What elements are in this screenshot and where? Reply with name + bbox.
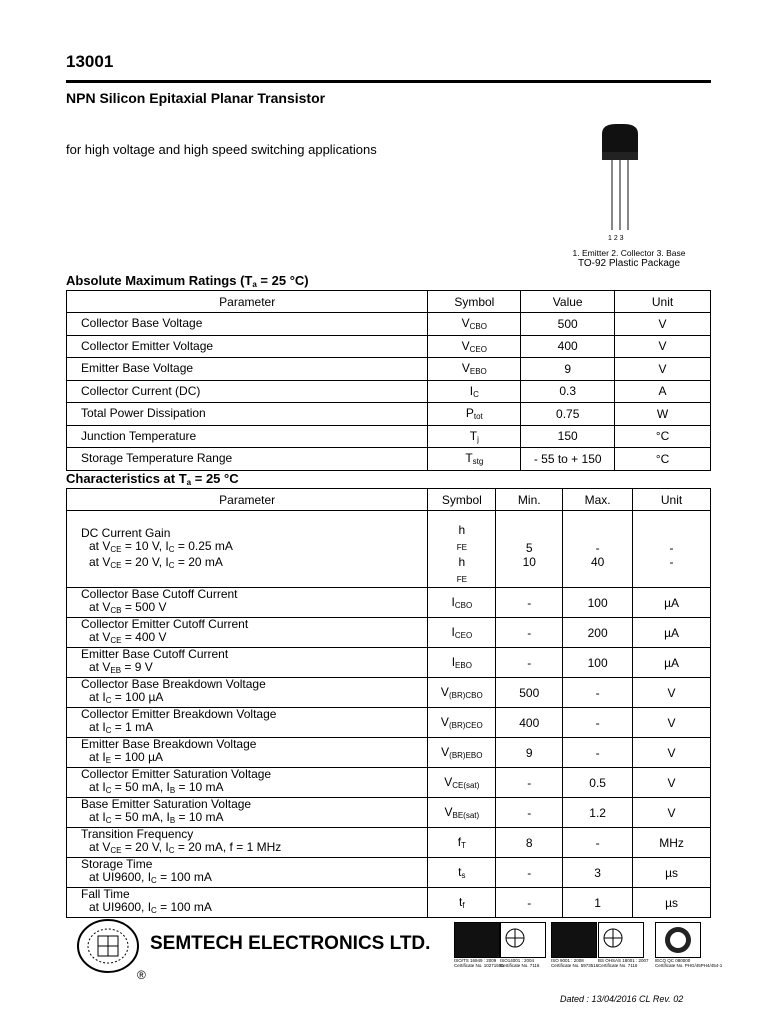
table-row <box>67 313 711 336</box>
symbol-cell: $V_{BE(sat)}$ <box>428 798 496 828</box>
unit-cell: A <box>615 380 711 403</box>
value-cell: 400 <box>521 335 615 358</box>
col-header: Symbol <box>428 489 496 511</box>
cert-logo <box>551 922 597 958</box>
condition: at UI9600, $I_C = 100$ mA <box>89 900 212 915</box>
max-cell: 0.5 <box>563 768 633 798</box>
value-cell: 150 <box>521 425 615 448</box>
value-cell: - 55 to + 150 <box>521 448 615 471</box>
condition: at $V_{CB} = 500$ V <box>89 600 167 615</box>
characteristics-title: Characteristics at $T_a = 25$ °C <box>66 471 239 487</box>
min-cell: 5 10 <box>496 511 563 588</box>
unit-cell: V <box>633 708 711 738</box>
min-cell: - <box>496 768 563 798</box>
unit-cell: V <box>633 768 711 798</box>
package-name: TO-92 Plastic Package <box>577 258 681 269</box>
unit-cell: µs <box>633 858 711 888</box>
min-cell: 9 <box>496 738 563 768</box>
symbol-cell: $V_{CE(sat)}$ <box>428 768 496 798</box>
condition: at $V_{CE} = 400$ V <box>89 630 167 645</box>
table-row <box>67 738 711 768</box>
value-cell: 0.3 <box>521 380 615 403</box>
symbol-cell: $t_s$ <box>428 858 496 888</box>
param-cell: Collector Current (DC) <box>67 380 428 403</box>
table-row <box>67 511 711 588</box>
absolute-max-ratings-table <box>66 290 711 471</box>
table-row <box>67 678 711 708</box>
max-cell: 100 <box>563 648 633 678</box>
symbol-cell: $P_{tot}$ <box>428 403 521 426</box>
condition: at $V_{CE} = 10$ V, $I_C = 0.25$ mA <box>89 538 233 554</box>
unit-cell: µA <box>633 648 711 678</box>
unit-cell: MHz <box>633 828 711 858</box>
param-cell: Fall Time at UI9600, $I_C = 100$ mA <box>67 888 428 918</box>
unit-cell: µA <box>633 618 711 648</box>
table-row <box>67 618 711 648</box>
col-header: Symbol <box>428 291 521 313</box>
param-cell: Collector Base Voltage <box>67 313 428 336</box>
company-name: SEMTECH ELECTRONICS LTD. <box>150 933 431 954</box>
pin-numbers: 1 2 3 <box>608 235 624 242</box>
max-cell: - <box>563 708 633 738</box>
param-cell: Collector Emitter Cutoff Current at $V_{CE} = 400$ V <box>67 618 428 648</box>
cert-badge: IECQ QC 080000 Certificate No. PHG/45PH4/454-1 <box>655 922 701 968</box>
symbol-cell: $V_{CBO}$ <box>428 313 521 336</box>
min-cell: - <box>496 798 563 828</box>
cert-badge: ISO/TS 16949 : 2009 Certificate No. 10271556 <box>454 922 500 968</box>
table-row <box>67 588 711 618</box>
unit-cell: V <box>633 738 711 768</box>
cert-badge: ISO 9001 : 2008 Certificate No. 5973516 <box>551 922 597 968</box>
value-cell: 0.75 <box>521 403 615 426</box>
col-header: Unit <box>615 291 711 313</box>
unit-cell: V <box>615 313 711 336</box>
table-row <box>67 798 711 828</box>
param-cell: Emitter Base Breakdown Voltage at $I_E = 100$ µA <box>67 738 428 768</box>
table-row <box>67 828 711 858</box>
condition: at $V_{EB} = 9$ V <box>89 660 153 675</box>
unit-cell: V <box>633 678 711 708</box>
max-cell: 1 <box>563 888 633 918</box>
min-cell: 8 <box>496 828 563 858</box>
revision-date: Dated : 13/04/2016 CL Rev. 02 <box>560 994 684 1004</box>
param-cell: Total Power Dissipation <box>67 403 428 426</box>
value-cell: 9 <box>521 358 615 381</box>
max-cell: - 40 <box>563 511 633 588</box>
symbol-cell: $f_T$ <box>428 828 496 858</box>
cert-logo <box>655 922 701 958</box>
symbol-cell: $T_{stg}$ <box>428 448 521 471</box>
table-row <box>67 648 711 678</box>
condition: at $V_{CE} = 20$ V, $I_C = 20$ mA, f = 1 MHz <box>89 840 282 855</box>
cert-badge: BS OHSAS 18001 : 2007 Certificate No. 7116 <box>598 922 644 968</box>
to92-package-image <box>594 122 646 242</box>
max-cell: - <box>563 738 633 768</box>
param-cell: Base Emitter Saturation Voltage at $I_C = 50$ mA, $I_B = 10$ mA <box>67 798 428 828</box>
unit-cell: V <box>615 335 711 358</box>
registered-mark: ® <box>137 968 146 982</box>
param-cell: Collector Emitter Breakdown Voltage at $I_C = 1$ mA <box>67 708 428 738</box>
min-cell: 500 <box>496 678 563 708</box>
symbol-cell: $I_{CBO}$ <box>428 588 496 618</box>
param-cell: Junction Temperature <box>67 425 428 448</box>
col-header: Max. <box>563 489 633 511</box>
unit-cell: - - <box>633 511 711 588</box>
table-row <box>67 448 711 471</box>
unit-cell: µs <box>633 888 711 918</box>
table-row <box>67 768 711 798</box>
col-header: Min. <box>496 489 563 511</box>
cert-logo <box>500 922 546 958</box>
value-cell: 500 <box>521 313 615 336</box>
max-cell: 3 <box>563 858 633 888</box>
table-row <box>67 403 711 426</box>
table-row <box>67 858 711 888</box>
min-cell: - <box>496 858 563 888</box>
symbol-cell: $V_{(BR)EBO}$ <box>428 738 496 768</box>
symbol-cell: $V_{(BR)CEO}$ <box>428 708 496 738</box>
table-header-row <box>67 489 711 511</box>
unit-cell: W <box>615 403 711 426</box>
table-row <box>67 425 711 448</box>
part-number: 13001 <box>66 52 114 71</box>
table-row <box>67 380 711 403</box>
condition: at $I_C = 50$ mA, $I_B = 10$ mA <box>89 810 224 825</box>
table-header-row <box>67 291 711 313</box>
max-cell: 100 <box>563 588 633 618</box>
table-row <box>67 358 711 381</box>
table-row <box>67 335 711 358</box>
param-cell: Collector Base Cutoff Current at $V_{CB} = 500$ V <box>67 588 428 618</box>
col-header: Parameter <box>67 489 428 511</box>
symbol-cell: $I_{EBO}$ <box>428 648 496 678</box>
col-header: Unit <box>633 489 711 511</box>
col-header: Value <box>521 291 615 313</box>
description: for high voltage and high speed switching applications <box>66 142 377 157</box>
unit-cell: °C <box>615 448 711 471</box>
amr-title: Absolute Maximum Ratings ($T_a = 25$ °C) <box>66 273 309 289</box>
param-cell: Transition Frequency at $V_{CE} = 20$ V, $I_C = 20$ mA, f = 1 MHz <box>67 828 428 858</box>
min-cell: - <box>496 888 563 918</box>
param-cell: Emitter Base Cutoff Current at $V_{EB} = 9$ V <box>67 648 428 678</box>
min-cell: - <box>496 618 563 648</box>
param-cell: Emitter Base Voltage <box>67 358 428 381</box>
table-row <box>67 708 711 738</box>
characteristics-table <box>66 488 711 918</box>
param-cell: Storage Temperature Range <box>67 448 428 471</box>
table-row <box>67 888 711 918</box>
cert-logo <box>598 922 644 958</box>
symbol-cell: $V_{EBO}$ <box>428 358 521 381</box>
max-cell: - <box>563 678 633 708</box>
condition: at $V_{CE} = 20$ V, $I_C = 20$ mA <box>89 554 223 570</box>
unit-cell: °C <box>615 425 711 448</box>
min-cell: - <box>496 588 563 618</box>
header-rule <box>66 80 711 83</box>
unit-cell: µA <box>633 588 711 618</box>
param-cell: DC Current Gain at $V_{CE} = 10$ V, $I_C = 0.25$ mA at $V_{CE} = 20$ V, $I_C = 20$ mA <box>67 511 428 588</box>
symbol-cell: $T_j$ <box>428 425 521 448</box>
cert-badge: ISO14001 : 2004 Certificate No. 7116 <box>500 922 546 968</box>
condition: at $I_C = 1$ mA <box>89 720 154 735</box>
symbol-cell: $V_{(BR)CBO}$ <box>428 678 496 708</box>
param-cell: Collector Base Breakdown Voltage at $I_C = 100$ µA <box>67 678 428 708</box>
package-pinout: 1. Emitter 2. Collector 3. Base <box>572 248 686 258</box>
max-cell: 1.2 <box>563 798 633 828</box>
condition: at UI9600, $I_C = 100$ mA <box>89 870 212 885</box>
max-cell: 200 <box>563 618 633 648</box>
param-cell: Collector Emitter Voltage <box>67 335 428 358</box>
company-logo <box>76 918 140 974</box>
symbol-cell: $I_C$ <box>428 380 521 403</box>
param-cell: Collector Emitter Saturation Voltage at $I_C = 50$ mA, $I_B = 10$ mA <box>67 768 428 798</box>
min-cell: - <box>496 648 563 678</box>
condition: at $I_E = 100$ µA <box>89 750 163 765</box>
condition: at $I_C = 100$ µA <box>89 690 164 705</box>
cert-logo <box>454 922 500 958</box>
symbol-cell: $t_f$ <box>428 888 496 918</box>
col-header: Parameter <box>67 291 428 313</box>
symbol-cell: h $_{FE}$ h $_{FE}$ <box>428 511 496 588</box>
min-cell: 400 <box>496 708 563 738</box>
symbol-cell: $I_{CEO}$ <box>428 618 496 648</box>
unit-cell: V <box>615 358 711 381</box>
condition: at $I_C = 50$ mA, $I_B = 10$ mA <box>89 780 224 795</box>
unit-cell: V <box>633 798 711 828</box>
symbol-cell: $V_{CEO}$ <box>428 335 521 358</box>
subtitle: NPN Silicon Epitaxial Planar Transistor <box>66 90 326 106</box>
param-cell: Storage Time at UI9600, $I_C = 100$ mA <box>67 858 428 888</box>
max-cell: - <box>563 828 633 858</box>
